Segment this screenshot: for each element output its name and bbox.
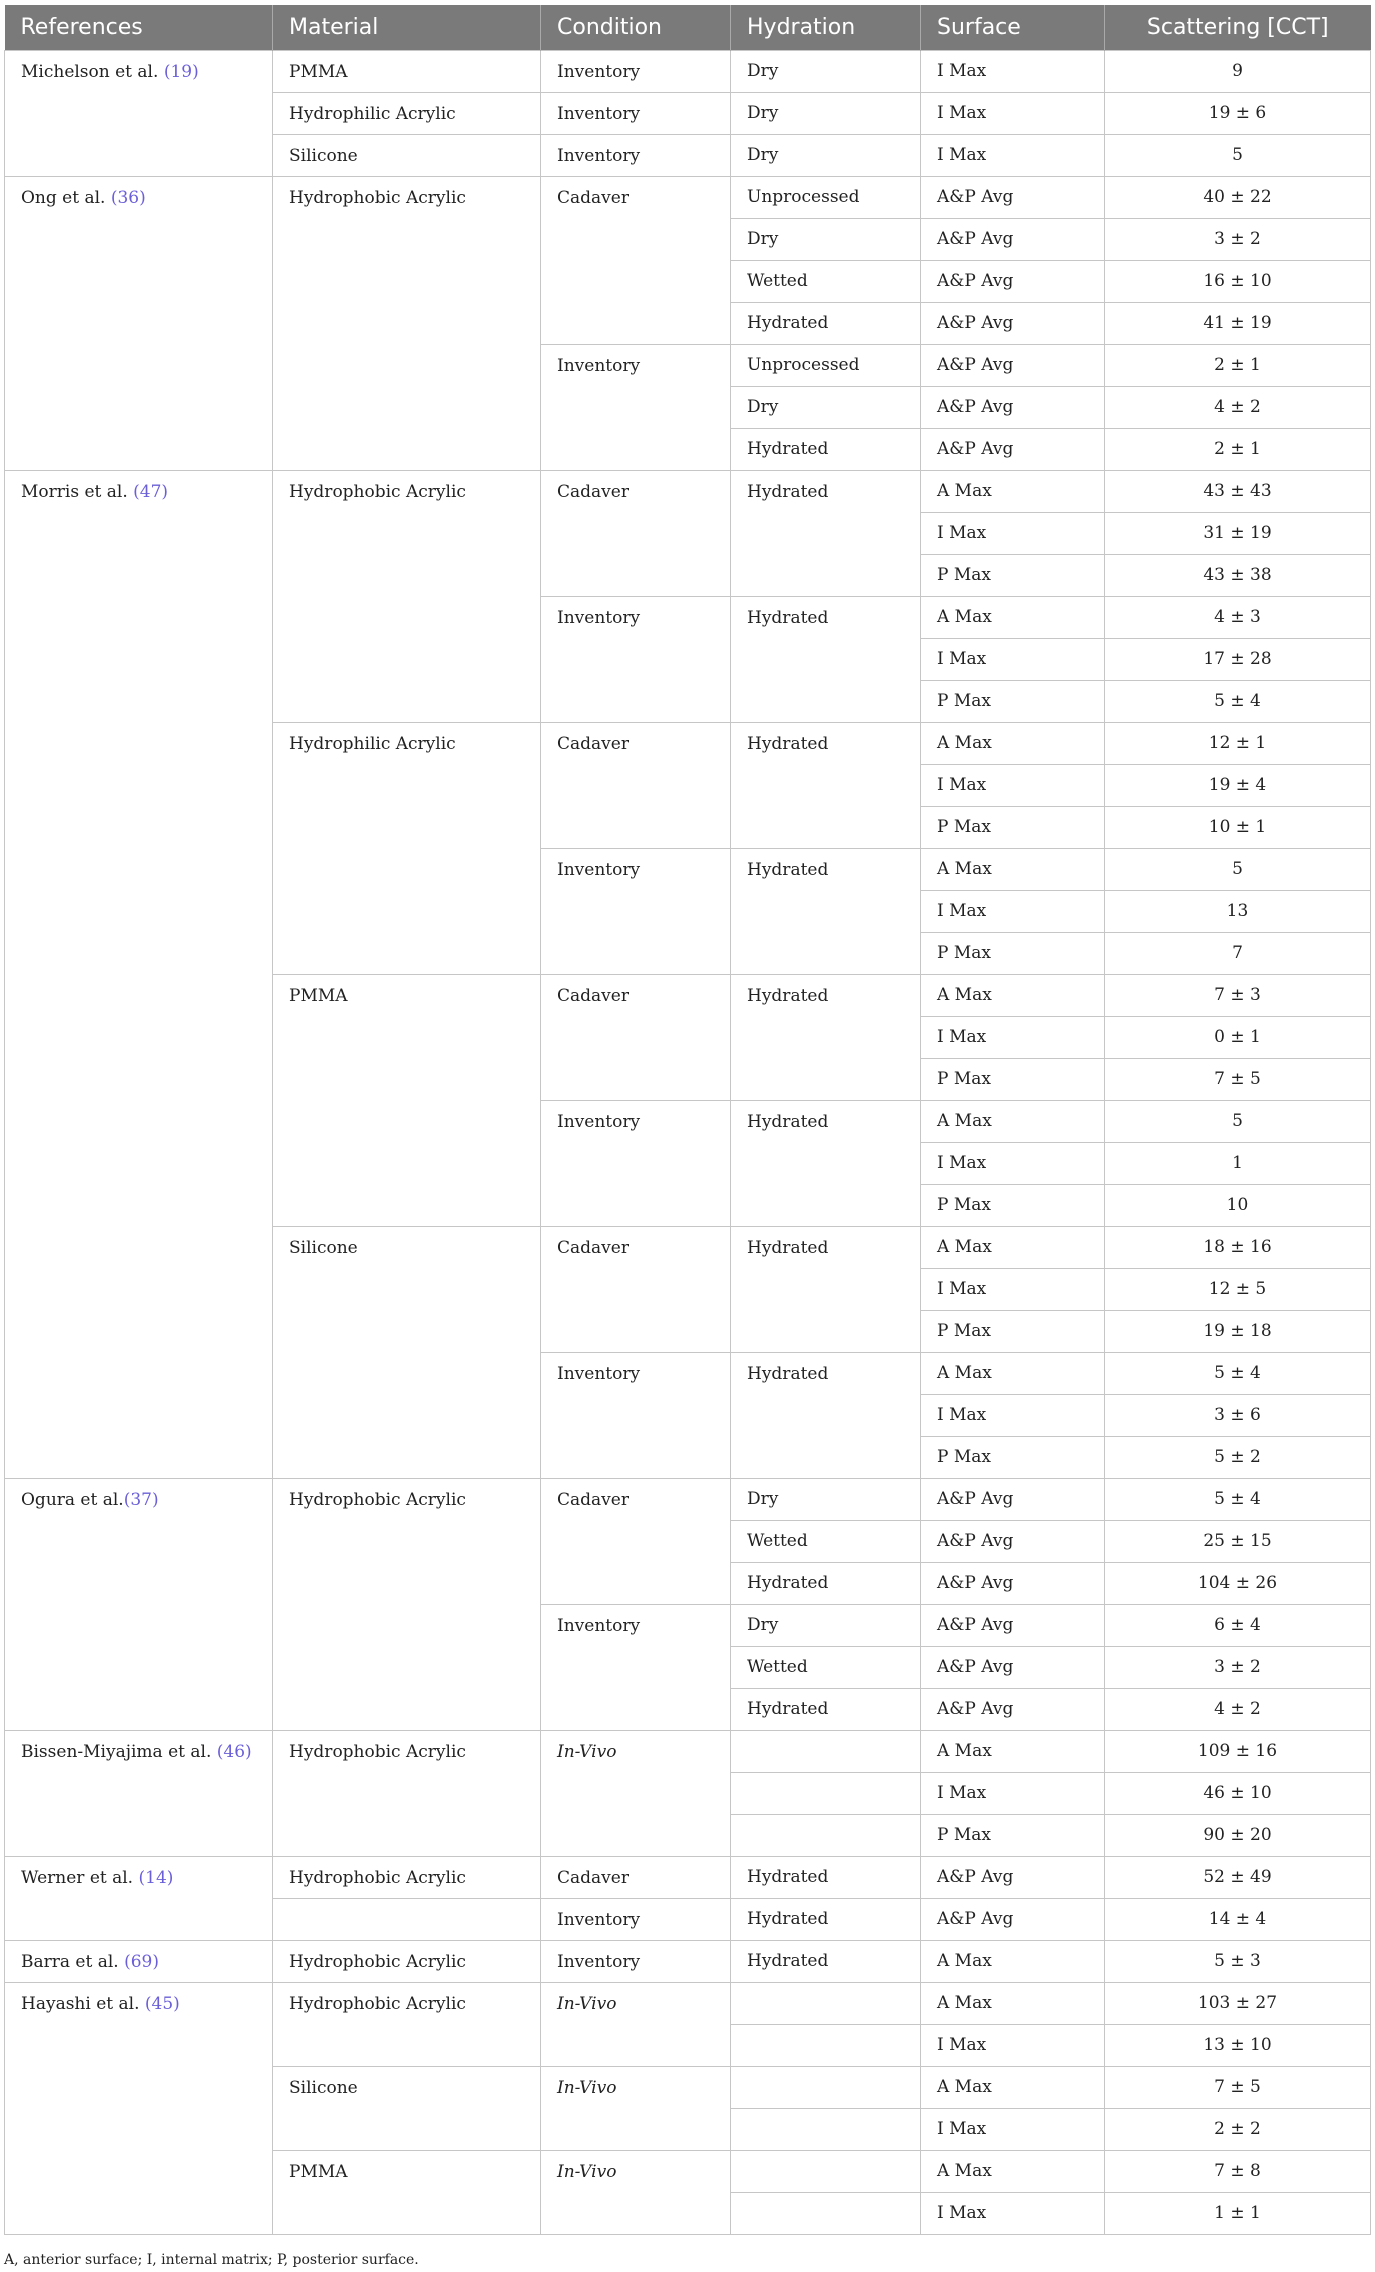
surface-cell: A Max [921,2066,1105,2108]
surface-cell: A&P Avg [921,1478,1105,1520]
condition-cell: Cadaver [541,470,731,596]
scattering-value-cell: 52 ± 49 [1105,1856,1371,1898]
reference-cell [5,1940,273,1982]
scattering-value-cell: 4 ± 2 [1105,386,1371,428]
surface-cell: I Max [921,764,1105,806]
scattering-value-cell: 25 ± 15 [1105,1520,1371,1562]
condition-cell: In-Vivo [541,2150,731,2234]
reference-link[interactable]: (45) [144,1993,180,2014]
material-cell: PMMA [273,974,541,1226]
reference-author: Werner et al. [21,1867,134,1888]
scattering-value-cell: 5 ± 4 [1105,680,1371,722]
reference-author: Barra et al. [21,1951,119,1972]
reference-link[interactable]: (36) [110,187,146,208]
reference-cell [5,1856,273,1940]
surface-cell: A&P Avg [921,1856,1105,1898]
condition-cell: Inventory [541,92,731,134]
surface-cell: I Max [921,2024,1105,2066]
condition-cell: Inventory [541,50,731,92]
hydration-cell: Wetted [731,1646,921,1688]
scattering-value-cell: 0 ± 1 [1105,1016,1371,1058]
hydration-cell: Wetted [731,1520,921,1562]
surface-cell: P Max [921,680,1105,722]
surface-cell: I Max [921,2192,1105,2234]
hydration-cell [731,1730,921,1772]
material-cell: Hydrophobic Acrylic [273,470,541,722]
material-cell: Hydrophobic Acrylic [273,1730,541,1856]
hydration-cell: Hydrated [731,428,921,470]
reference-author: Hayashi et al. [21,1993,140,2014]
surface-cell: P Max [921,554,1105,596]
condition-cell: Inventory [541,134,731,176]
hydration-cell [731,2066,921,2108]
scattering-table [4,5,1371,2235]
header-references: References [5,5,273,50]
scattering-value-cell: 9 [1105,50,1371,92]
material-cell [273,1898,541,1940]
hydration-cell: Unprocessed [731,344,921,386]
scattering-value-cell: 31 ± 19 [1105,512,1371,554]
scattering-value-cell: 12 ± 1 [1105,722,1371,764]
table-row [5,1940,1371,1982]
hydration-cell: Hydrated [731,1100,921,1226]
material-cell: Hydrophobic Acrylic [273,176,541,470]
condition-cell: Cadaver [541,1226,731,1352]
surface-cell: A&P Avg [921,176,1105,218]
surface-cell: I Max [921,92,1105,134]
scattering-value-cell: 104 ± 26 [1105,1562,1371,1604]
scattering-value-cell: 1 ± 1 [1105,2192,1371,2234]
surface-cell: A Max [921,470,1105,512]
surface-cell: A&P Avg [921,344,1105,386]
surface-cell: A&P Avg [921,260,1105,302]
hydration-cell [731,1982,921,2024]
hydration-cell: Hydrated [731,1352,921,1478]
condition-cell: Cadaver [541,1856,731,1898]
table-row [5,1730,1371,1772]
hydration-cell: Hydrated [731,596,921,722]
material-cell: PMMA [273,50,541,92]
surface-cell: A Max [921,1226,1105,1268]
surface-cell: A Max [921,722,1105,764]
scattering-value-cell: 43 ± 43 [1105,470,1371,512]
reference-author: Morris et al. [21,481,128,502]
surface-cell: A Max [921,1100,1105,1142]
reference-link[interactable]: (14) [138,1867,174,1888]
condition-cell: Inventory [541,1898,731,1940]
material-cell: Silicone [273,2066,541,2150]
reference-cell [5,1478,273,1730]
surface-cell: A&P Avg [921,1646,1105,1688]
scattering-value-cell: 7 ± 5 [1105,2066,1371,2108]
table-row [5,1478,1371,1520]
hydration-cell: Hydrated [731,470,921,596]
hydration-cell: Hydrated [731,1940,921,1982]
material-cell: Silicone [273,1226,541,1478]
hydration-cell [731,1814,921,1856]
reference-link[interactable]: (69) [124,1951,160,1972]
table-body [5,50,1371,2234]
reference-author: Michelson et al. [21,61,159,82]
reference-cell [5,470,273,1478]
reference-link[interactable]: (47) [133,481,169,502]
hydration-cell: Hydrated [731,1562,921,1604]
scattering-value-cell: 2 ± 1 [1105,428,1371,470]
scattering-value-cell: 5 [1105,1100,1371,1142]
scattering-value-cell: 3 ± 2 [1105,218,1371,260]
surface-cell: I Max [921,1772,1105,1814]
surface-cell: A Max [921,1982,1105,2024]
scattering-value-cell: 16 ± 10 [1105,260,1371,302]
hydration-cell: Hydrated [731,848,921,974]
surface-cell: I Max [921,1268,1105,1310]
table-header [5,5,1371,50]
surface-cell: P Max [921,1310,1105,1352]
material-cell: Hydrophobic Acrylic [273,1856,541,1898]
surface-cell: I Max [921,2108,1105,2150]
scattering-value-cell: 12 ± 5 [1105,1268,1371,1310]
surface-cell: I Max [921,1016,1105,1058]
hydration-cell: Hydrated [731,302,921,344]
hydration-cell: Dry [731,1604,921,1646]
reference-link[interactable]: (37) [123,1489,159,1510]
hydration-cell: Hydrated [731,722,921,848]
surface-cell: P Max [921,1814,1105,1856]
hydration-cell [731,2024,921,2066]
scattering-value-cell: 14 ± 4 [1105,1898,1371,1940]
surface-cell: I Max [921,638,1105,680]
scattering-value-cell: 3 ± 6 [1105,1394,1371,1436]
table-footnote: A, anterior surface; I, internal matrix; P, posterior surface. [4,2252,419,2268]
hydration-cell: Dry [731,1478,921,1520]
surface-cell: I Max [921,1394,1105,1436]
header-row [5,5,1371,50]
scattering-value-cell: 5 ± 4 [1105,1352,1371,1394]
scattering-value-cell: 5 ± 2 [1105,1436,1371,1478]
material-cell: PMMA [273,2150,541,2234]
condition-cell: Inventory [541,1940,731,1982]
scattering-value-cell: 19 ± 18 [1105,1310,1371,1352]
material-cell: Hydrophilic Acrylic [273,722,541,974]
surface-cell: A Max [921,974,1105,1016]
surface-cell: A&P Avg [921,1688,1105,1730]
condition-cell: In-Vivo [541,1982,731,2066]
scattering-value-cell: 109 ± 16 [1105,1730,1371,1772]
hydration-cell: Dry [731,92,921,134]
reference-cell [5,50,273,176]
scattering-value-cell: 103 ± 27 [1105,1982,1371,2024]
condition-cell: Inventory [541,1352,731,1478]
surface-cell: A Max [921,848,1105,890]
material-cell: Hydrophobic Acrylic [273,1940,541,1982]
surface-cell: A&P Avg [921,302,1105,344]
reference-cell [5,1730,273,1856]
condition-cell: Cadaver [541,1478,731,1604]
condition-cell: Inventory [541,344,731,470]
table-row [5,470,1371,512]
table-row [5,1982,1371,2024]
table-row [5,1856,1371,1898]
hydration-cell: Dry [731,218,921,260]
scattering-value-cell: 46 ± 10 [1105,1772,1371,1814]
scattering-value-cell: 7 ± 5 [1105,1058,1371,1100]
surface-cell: I Max [921,1142,1105,1184]
scattering-value-cell: 19 ± 6 [1105,92,1371,134]
scattering-value-cell: 3 ± 2 [1105,1646,1371,1688]
table-row [5,176,1371,218]
surface-cell: P Max [921,806,1105,848]
condition-cell: Inventory [541,848,731,974]
surface-cell: A Max [921,1730,1105,1772]
condition-cell: Cadaver [541,176,731,344]
reference-author: Ogura et al. [21,1489,124,1510]
scattering-value-cell: 7 ± 8 [1105,2150,1371,2192]
hydration-cell [731,1772,921,1814]
condition-cell: Inventory [541,596,731,722]
scattering-value-cell: 1 [1105,1142,1371,1184]
scattering-value-cell: 43 ± 38 [1105,554,1371,596]
reference-author: Ong et al. [21,187,106,208]
hydration-cell: Hydrated [731,1688,921,1730]
surface-cell: A Max [921,596,1105,638]
scattering-value-cell: 19 ± 4 [1105,764,1371,806]
surface-cell: P Max [921,1436,1105,1478]
scattering-value-cell: 90 ± 20 [1105,1814,1371,1856]
hydration-cell: Dry [731,134,921,176]
surface-cell: A&P Avg [921,1520,1105,1562]
scattering-value-cell: 2 ± 1 [1105,344,1371,386]
scattering-value-cell: 6 ± 4 [1105,1604,1371,1646]
scattering-value-cell: 7 [1105,932,1371,974]
scattering-value-cell: 7 ± 3 [1105,974,1371,1016]
condition-cell: Inventory [541,1100,731,1226]
reference-author: Bissen-Miyajima et al. [21,1741,212,1762]
hydration-cell: Unprocessed [731,176,921,218]
hydration-cell: Hydrated [731,1226,921,1352]
hydration-cell: Hydrated [731,974,921,1100]
condition-cell: In-Vivo [541,1730,731,1856]
surface-cell: A&P Avg [921,1898,1105,1940]
header-surface: Surface [921,5,1105,50]
condition-cell: Cadaver [541,974,731,1100]
reference-link[interactable]: (46) [216,1741,252,1762]
scattering-value-cell: 41 ± 19 [1105,302,1371,344]
reference-link[interactable]: (19) [163,61,199,82]
hydration-cell: Hydrated [731,1898,921,1940]
scattering-value-cell: 10 [1105,1184,1371,1226]
hydration-cell: Dry [731,50,921,92]
condition-cell: Cadaver [541,722,731,848]
header-condition: Condition [541,5,731,50]
hydration-cell [731,2192,921,2234]
surface-cell: I Max [921,50,1105,92]
hydration-cell: Dry [731,386,921,428]
header-material: Material [273,5,541,50]
material-cell: Hydrophobic Acrylic [273,1982,541,2066]
reference-cell [5,176,273,470]
hydration-cell [731,2150,921,2192]
scattering-value-cell: 13 ± 10 [1105,2024,1371,2066]
scattering-value-cell: 4 ± 2 [1105,1688,1371,1730]
surface-cell: A Max [921,1940,1105,1982]
surface-cell: A&P Avg [921,1604,1105,1646]
scattering-value-cell: 40 ± 22 [1105,176,1371,218]
surface-cell: P Max [921,1058,1105,1100]
scattering-value-cell: 18 ± 16 [1105,1226,1371,1268]
surface-cell: A&P Avg [921,218,1105,260]
material-cell: Hydrophilic Acrylic [273,92,541,134]
surface-cell: A Max [921,2150,1105,2192]
scattering-value-cell: 5 [1105,848,1371,890]
scattering-value-cell: 10 ± 1 [1105,806,1371,848]
surface-cell: A Max [921,1352,1105,1394]
surface-cell: A&P Avg [921,1562,1105,1604]
surface-cell: I Max [921,890,1105,932]
surface-cell: A&P Avg [921,386,1105,428]
surface-cell: P Max [921,1184,1105,1226]
material-cell: Hydrophobic Acrylic [273,1478,541,1730]
surface-cell: A&P Avg [921,428,1105,470]
hydration-cell [731,2108,921,2150]
scattering-value-cell: 4 ± 3 [1105,596,1371,638]
scattering-value-cell: 17 ± 28 [1105,638,1371,680]
material-cell: Silicone [273,134,541,176]
condition-cell: Inventory [541,1604,731,1730]
surface-cell: P Max [921,932,1105,974]
surface-cell: I Max [921,512,1105,554]
scattering-value-cell: 13 [1105,890,1371,932]
surface-cell: I Max [921,134,1105,176]
hydration-cell: Hydrated [731,1856,921,1898]
scattering-value-cell: 5 ± 4 [1105,1478,1371,1520]
header-hydration: Hydration [731,5,921,50]
scattering-value-cell: 2 ± 2 [1105,2108,1371,2150]
scattering-value-cell: 5 ± 3 [1105,1940,1371,1982]
hydration-cell: Wetted [731,260,921,302]
table-row [5,50,1371,92]
reference-cell [5,1982,273,2234]
scattering-value-cell: 5 [1105,134,1371,176]
header-scattering: Scattering [CCT] [1105,5,1371,50]
condition-cell: In-Vivo [541,2066,731,2150]
